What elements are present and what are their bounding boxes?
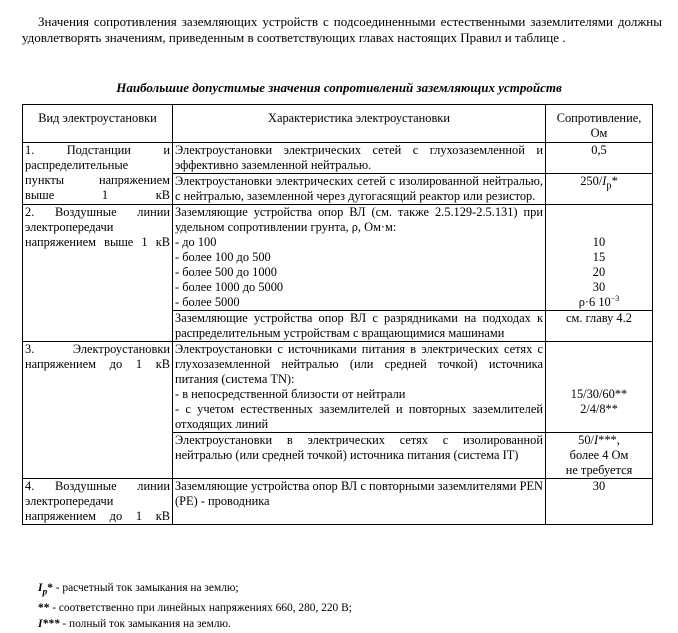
range-value: 15	[592, 250, 606, 264]
range-item: - более 1000 до 5000	[175, 280, 284, 294]
type-cell-installations-lv: 3. Электроустановки напряжением до 1 кВ	[23, 342, 173, 479]
header-installation-type: Вид электроустановки	[23, 105, 173, 143]
value-cell	[546, 342, 653, 433]
type-cell-overhead-lines-hv: 2. Воздушные линии электропередачи напряжением выше 1 кВ	[23, 205, 173, 342]
footnote-total-current: I*** - полный ток замыкания на землю.	[38, 618, 231, 631]
tn-item: - с учетом естественных заземлителей и повторных заземлителей отходящих линий	[175, 402, 543, 431]
value-main: 250/	[580, 174, 603, 188]
value-cell: 0,5	[546, 143, 653, 174]
table-row	[23, 205, 653, 311]
tn-item: - в непосредственной близости от нейтрали	[175, 387, 406, 401]
table-caption: Наибольшие допустимые значения сопротивлений заземляющих устройств	[116, 80, 562, 95]
char-cell: Электроустановки электрических сетей с глухозаземленной и эффективно заземленной нейтралью.	[173, 143, 546, 174]
range-item: - более 500 до 1000	[175, 265, 277, 279]
value-star: *	[611, 174, 618, 188]
range-item: - более 100 до 500	[175, 250, 271, 264]
header-characteristic: Характеристика электроустановки	[173, 105, 546, 143]
type-cell-substations: 1. Подстанции и распределительные пункты напряжением выше 1 кВ	[23, 143, 173, 205]
char-cell: Заземляющие устройства опор ВЛ с разрядниками на подходах к распределительным устройствам с вращающимися машинами	[173, 311, 546, 342]
footnote-line-voltages: ** - соответственно при линейных напряжениях 660, 280, 220 В;	[38, 602, 352, 615]
range-value: 20	[592, 265, 606, 279]
type-cell-overhead-lines-lv: 4. Воздушные линии электропередачи напряжением до 1 кВ	[23, 479, 173, 525]
range-item: - до 100	[175, 235, 217, 249]
range-value-formula: ρ·6 $10^{-3}$	[578, 293, 620, 309]
resistance-table	[22, 104, 653, 525]
char-cell: Электроустановки электрических сетей с изолированной нейтралью, с нейтралью, заземленной через дугогасящий реактор или резистор.	[173, 174, 546, 205]
table-row	[23, 479, 653, 525]
it-value-line1: 50/I***,	[578, 433, 620, 447]
range-item: - более 5000	[175, 295, 240, 309]
value-cell	[546, 205, 653, 311]
intro-paragraph: Значения сопротивления заземляющих устройств с подсоединенными естественными заземлителями должны удовлетворять значениям, приведенным в соответствующих главах настоящих Правил и таблице .	[22, 14, 662, 45]
value-cell	[546, 174, 653, 205]
header-resistance: Сопротивление, Ом	[546, 105, 653, 143]
table-row	[23, 342, 653, 433]
char-cell	[173, 342, 546, 433]
tn-intro: Электроустановки с источниками питания в электрических сетях с глухозаземленной нейтралью (или средней точкой) источника питания (система TN):	[175, 342, 543, 386]
footnote-fault-current: $I_р*$ - расчетный ток замыкания на землю;	[38, 582, 239, 598]
value-subscript: р	[606, 180, 612, 192]
tn-value: 15/30/60**	[570, 387, 628, 401]
value-variable: I	[602, 174, 607, 188]
tn-value: 2/4/8**	[580, 402, 618, 416]
value-cell	[546, 433, 653, 479]
range-value: 30	[592, 280, 606, 294]
char-cell: Электроустановки в электрических сетях с изолированной нейтралью (или средней точкой) источника питания (система IT)	[173, 433, 546, 479]
it-value-line3: не требуется	[565, 463, 633, 477]
char-cell	[173, 205, 546, 311]
footnotes	[38, 580, 352, 632]
table-header-row	[23, 105, 653, 143]
value-cell: 30	[546, 479, 653, 525]
soil-resistance-intro: Заземляющие устройства опор ВЛ (см. также 2.5.129-2.5.131) при удельном сопротивлении грунта, ρ, Ом·м:	[175, 205, 543, 234]
char-cell: Заземляющие устройства опор ВЛ с повторными заземлителями PEN (PE) - проводника	[173, 479, 546, 525]
table-row	[23, 143, 653, 174]
value-cell: см. главу 4.2	[546, 311, 653, 342]
range-value: 10	[592, 235, 606, 249]
it-value-line2: более 4 Ом	[569, 448, 629, 462]
